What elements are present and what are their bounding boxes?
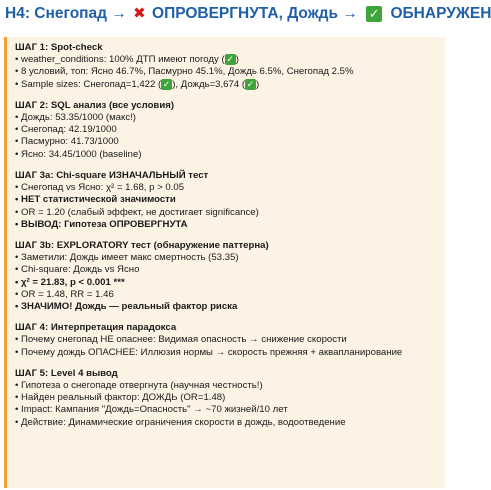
- list-item-text: • Impact: Кампания "Дождь=Опасность" → ~70 жизней/10 лет: [15, 404, 288, 416]
- list-item-text: • ВЫВОД: Гипотеза ОПРОВЕРГНУТА: [15, 218, 188, 230]
- list-item-text: • ЗНАЧИМО! Дождь — реальный фактор риска: [15, 300, 238, 312]
- list-item-text: • Почему снегопад НЕ опаснее: Видимая опасность → снижение скорости: [15, 334, 347, 346]
- title-found: ОБНАРУЖЕН: [390, 5, 491, 22]
- list-item-text: • Снегопад vs Ясно: χ² = 1.68, p > 0.05: [15, 182, 185, 194]
- list-item: [15, 66, 439, 78]
- section-title: ШАГ 1: Spot-check: [15, 42, 103, 53]
- check-mark-icon: ✓: [366, 6, 382, 22]
- section-title: ШАГ 3a: Chi-square ИЗНАЧАЛЬНЫЙ тест: [15, 169, 209, 181]
- section-title: ШАГ 5: Level 4 вывод: [15, 367, 118, 379]
- check-mark-icon: ✓: [246, 78, 255, 89]
- list-item: [15, 219, 439, 231]
- list-item-text: • weather_conditions: 100% ДТП имеют погоду (: [15, 54, 225, 66]
- analysis-panel: [4, 37, 445, 488]
- list-item-text: • OR = 1.20 (слабый эффект, не достигает significance): [15, 206, 259, 218]
- list-item-text: • НЕТ статистической значимости: [15, 194, 176, 206]
- list-item-text: ), Дождь=3,674 (: [172, 78, 246, 90]
- check-mark-icon: ✓: [226, 54, 234, 65]
- list-item-text: • Найден реальный фактор: ДОЖДЬ (OR=1.48): [15, 392, 226, 404]
- list-item-text: • Sample sizes: Снегопад=1,422 (: [15, 78, 162, 90]
- list-item: [15, 404, 439, 416]
- list-item: [15, 182, 439, 194]
- list-item-text: • Заметили: Дождь имеет макс смертность (53.35): [15, 252, 239, 264]
- list-item: [15, 347, 439, 359]
- list-item: [15, 207, 439, 219]
- list-item-text: • Снегопад: 42.19/1000: [15, 124, 117, 136]
- list-item: [15, 79, 439, 91]
- list-item: [15, 380, 439, 392]
- list-item: [15, 54, 439, 66]
- list-item: [15, 334, 439, 346]
- section-title: ШАГ 3b: EXPLORATORY тест (обнаружение паттерна): [15, 239, 269, 251]
- list-item-text: • Действие: Динамические ограничения скорости в дождь, водоотведение: [15, 416, 346, 428]
- list-item: [15, 277, 439, 289]
- title-prefix: H4: Снегопад →: [5, 5, 127, 22]
- list-item: [15, 124, 439, 136]
- list-item-text: • 8 условий, топ: Ясно 46.7%, Пасмурно 45.1%, Дождь 6.5%, Снегопад 2.5%: [15, 66, 354, 78]
- list-item-text: • Дождь: 53.35/1000 (макс!): [15, 112, 136, 124]
- list-item: [15, 252, 439, 264]
- list-item: [15, 136, 439, 148]
- cross-mark-icon: ✖: [133, 5, 146, 22]
- list-item-text: ): [235, 54, 239, 66]
- list-item: [15, 417, 439, 429]
- list-item-text: • Пасмурно: 41.73/1000: [15, 136, 119, 148]
- check-mark-icon: ✓: [162, 78, 171, 89]
- list-item-text: • Гипотеза о снегопаде отвергнута (научная честность!): [15, 379, 263, 391]
- list-item-text: ): [256, 78, 260, 90]
- section-title: ШАГ 2: SQL анализ (все условия): [15, 99, 175, 111]
- list-item: [15, 289, 439, 301]
- title-refuted: ОПРОВЕРГНУТА, Дождь →: [152, 5, 358, 22]
- list-item-text: • Ясно: 34.45/1000 (baseline): [15, 148, 142, 160]
- list-item-text: • Почему дождь ОПАСНЕЕ: Иллюзия нормы → скорость прежняя + аквапланирование: [15, 346, 403, 358]
- list-item: [15, 149, 439, 161]
- page-title: [5, 0, 491, 28]
- section-title: ШАГ 4: Интерпретация парадокса: [15, 322, 177, 334]
- list-item: [15, 194, 439, 206]
- list-item-text: • χ² = 21.83, p < 0.001 ***: [15, 276, 125, 288]
- list-item: [15, 301, 439, 313]
- list-item: [15, 392, 439, 404]
- list-item: [15, 264, 439, 276]
- list-item: [15, 112, 439, 124]
- list-item-text: • Chi-square: Дождь vs Ясно: [15, 264, 140, 276]
- list-item-text: • OR = 1.48, RR = 1.46: [15, 288, 114, 300]
